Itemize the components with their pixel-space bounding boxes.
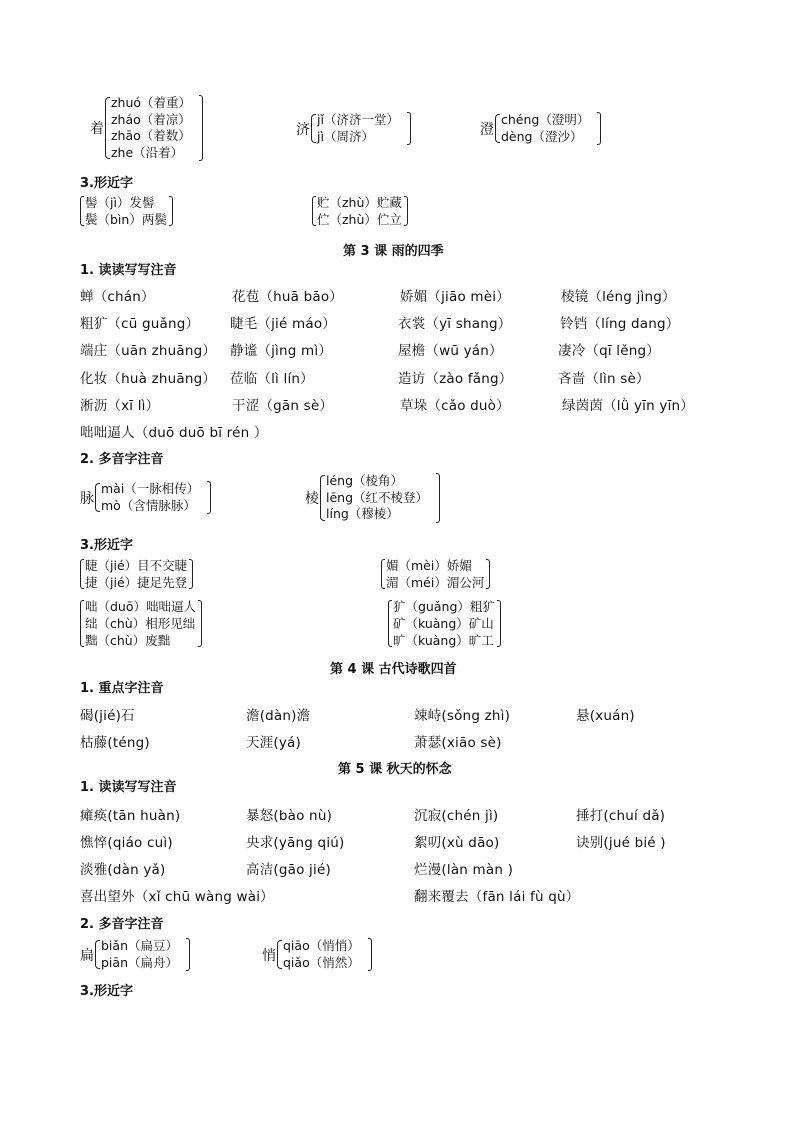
right-brace: [186, 938, 190, 971]
polyphone-char: 济: [296, 121, 310, 138]
vocab-word: 莅临（lì lín）: [230, 371, 314, 387]
vocab-word: 屋檐（wū yán）: [398, 343, 503, 359]
right-brace: [368, 938, 372, 971]
xingjin-line: 湄（méi）湄公河: [386, 575, 485, 590]
polyphone-group-mai: [80, 481, 211, 514]
xingjin-line: 捷（jié）捷足先登: [85, 575, 188, 590]
right-brace: [436, 473, 440, 523]
polyphone-group-leng: [305, 473, 440, 523]
polyphone-char: 着: [90, 121, 104, 137]
vocab-word: 淡雅(dàn yǎ): [80, 862, 166, 878]
xingjin-group: [80, 194, 173, 228]
xingjin-line: 旷（kuàng）旷工: [393, 633, 494, 648]
right-brace: [404, 196, 408, 226]
section-heading: 3.形近字: [80, 984, 133, 999]
xingjin-line: 伫（zhù）伫立: [317, 212, 402, 227]
xingjin-line: 贮（zhù）贮藏: [317, 195, 402, 210]
polyphone-char: 棱: [305, 490, 319, 507]
vocab-word: 干涩（gān sè）: [232, 398, 334, 414]
reading-line: piān（扁舟）: [101, 954, 178, 970]
vocab-word: 竦峙(sǒng zhì): [414, 708, 511, 724]
vocab-word: 高洁(gāo jié): [246, 862, 331, 878]
section-heading: 2. 多音字注音: [80, 917, 164, 932]
reading-line: zháo（着凉）: [111, 111, 191, 127]
xingjin-line: 咄（duō）咄咄逼人: [85, 599, 197, 614]
section-heading: 1. 读读写写注音: [80, 780, 177, 795]
vocab-word: 棱镜（léng jìng）: [561, 289, 676, 305]
vocab-word: 静谧（jìng mì）: [230, 343, 333, 359]
right-brace: [199, 95, 203, 161]
vocab-word: 枯藤(téng): [80, 735, 150, 751]
reading-line: zhuó（着重）: [111, 95, 192, 110]
section-heading: 2. 多音字注音: [80, 452, 164, 467]
xingjin-group: [381, 557, 490, 591]
vocab-word: 萧瑟(xiāo sè): [414, 735, 502, 751]
reading-line: zhāo（着数）: [111, 128, 191, 143]
reading-line: léng（棱角）: [326, 473, 404, 488]
section-heading: 1. 重点字注音: [80, 681, 164, 696]
polyphone-group-cheng: [480, 112, 601, 145]
vocab-word: 悬(xuán): [576, 708, 635, 724]
reading-line: biǎn（扁豆）: [101, 938, 178, 953]
polyphone-group-bian: [80, 938, 190, 971]
xingjin-line: 矿（kuàng）矿山: [393, 616, 494, 631]
vocab-word: 吝啬（lìn sè）: [558, 371, 650, 387]
reading-line: zhe（沿着）: [111, 144, 184, 160]
left-brace: [495, 114, 500, 143]
lesson-title: 第 4 课 古代诗歌四首: [330, 662, 457, 677]
vocab-word: 睫毛（jié máo）: [230, 316, 336, 332]
left-brace: [80, 559, 84, 589]
left-brace: [80, 196, 84, 226]
right-brace: [486, 559, 490, 589]
vocab-word: 碣(jié)石: [80, 708, 135, 724]
vocab-word: 化妆（huà zhuāng）: [80, 371, 217, 387]
polyphone-char: 扁: [80, 947, 94, 964]
right-brace: [169, 196, 173, 226]
reading-line: mò（含情脉脉）: [101, 497, 196, 513]
vocab-word: 草垛（cǎo duò）: [400, 398, 510, 414]
xingjin-group: [80, 557, 193, 591]
vocab-word: 铃铛（líng dang）: [560, 316, 680, 332]
polyphone-group-ji: [296, 112, 411, 145]
section-heading: 1. 读读写写注音: [80, 263, 177, 278]
polyphone-char: 澄: [480, 121, 494, 138]
vocab-word: 造访（zào fǎng）: [398, 371, 513, 387]
vocab-word: 暴怒(bào nù): [246, 808, 333, 824]
vocab-word: 喜出望外（xǐ chū wàng wài）: [80, 889, 274, 905]
section-heading: 3.形近字: [80, 176, 133, 191]
right-brace: [198, 600, 202, 647]
reading-line: jǐ（济济一堂）: [317, 112, 399, 127]
vocab-word: 绿茵茵（lǜ yīn yīn）: [562, 398, 694, 414]
reading-line: mài（一脉相传）: [101, 481, 200, 496]
xingjin-line: 犷（guǎng）粗犷: [393, 599, 495, 614]
xingjin-line: 媚（mèi）娇媚: [386, 558, 472, 573]
right-brace: [497, 600, 501, 647]
left-brace: [95, 940, 100, 969]
xingjin-line: 鬓（bìn）两鬓: [85, 212, 167, 227]
section-heading: 3.形近字: [80, 538, 133, 553]
vocab-word: 天涯(yá): [246, 735, 301, 751]
vocab-word: 咄咄逼人（duō duō bī rén ）: [80, 425, 268, 441]
vocab-word: 翻来覆去（fān lái fù qù）: [414, 889, 580, 905]
xingjin-line: 黜（chù）废黜: [85, 633, 171, 648]
xingjin-line: 髻（jì）发髻: [85, 195, 155, 210]
vocab-word: 花苞（huā bāo）: [232, 289, 343, 305]
left-brace: [95, 483, 100, 512]
xingjin-group: [388, 598, 501, 649]
vocab-word: 憔悴(qiáo cuì): [80, 835, 173, 851]
left-brace: [311, 114, 316, 143]
vocab-word: 粗犷（cū guǎng）: [80, 316, 200, 332]
vocab-word: 央求(yāng qiú): [246, 835, 345, 851]
left-brace: [80, 600, 84, 647]
reading-line: qiāo（悄悄）: [283, 938, 360, 953]
vocab-word: 沉寂(chén jì): [414, 808, 499, 824]
left-brace: [277, 940, 282, 969]
right-brace: [407, 112, 411, 145]
xingjin-group: [312, 194, 408, 228]
vocab-word: 凄冷（qī lěng）: [558, 343, 660, 359]
right-brace: [207, 481, 211, 514]
reading-line: jì（周济）: [317, 128, 374, 144]
vocab-word: 烂漫(làn màn ): [414, 862, 514, 878]
polyphone-group-qiao: [262, 938, 372, 971]
vocab-word: 瘫痪(tān huàn): [80, 808, 181, 824]
vocab-word: 蝉（chán）: [80, 289, 155, 305]
xingjin-line: 睫（jié）目不交睫: [85, 558, 188, 573]
vocab-word: 衣裳（yī shang）: [398, 316, 512, 332]
xingjin-line: 绌（chù）相形见绌: [85, 616, 196, 631]
reading-line: dèng（澄沙）: [501, 128, 583, 144]
vocab-word: 淅沥（xī lì）: [80, 398, 160, 414]
polyphone-group-zhuo: [90, 95, 203, 161]
vocab-word: 娇媚（jiāo mèi）: [400, 289, 510, 305]
reading-line: líng（穆棱）: [326, 506, 399, 521]
reading-line: chéng（澄明）: [501, 112, 590, 127]
left-brace: [381, 559, 385, 589]
lesson-title: 第 5 课 秋天的怀念: [338, 762, 452, 777]
reading-line: lēng（红不棱登）: [326, 489, 429, 505]
vocab-word: 澹(dàn)澹: [246, 708, 311, 724]
lesson-title: 第 3 课 雨的四季: [343, 244, 444, 259]
right-brace: [597, 112, 601, 145]
polyphone-char: 脉: [80, 490, 94, 507]
left-brace: [312, 196, 316, 226]
reading-line: qiǎo（悄然）: [283, 954, 360, 970]
vocab-word: 端庄（uān zhuāng）: [80, 343, 217, 359]
polyphone-char: 悄: [262, 947, 276, 964]
left-brace: [320, 475, 325, 521]
xingjin-group: [80, 598, 202, 649]
right-brace: [189, 559, 193, 589]
left-brace: [105, 97, 110, 159]
vocab-word: 捶打(chuí dǎ): [576, 808, 666, 824]
vocab-word: 诀别(jué bié ): [576, 835, 666, 851]
vocab-word: 絮叨(xù dāo): [414, 835, 500, 851]
left-brace: [388, 600, 392, 647]
